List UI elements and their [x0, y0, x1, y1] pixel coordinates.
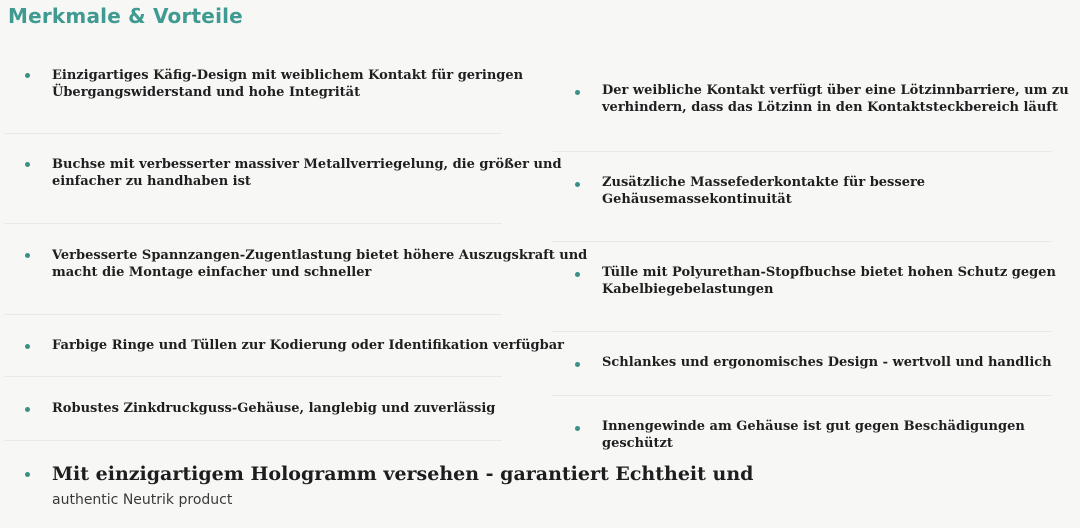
feature-item-left-1 — [52, 67, 523, 101]
feature-text: Zusätzliche Massefederkontakte für bessere — [602, 175, 926, 190]
divider — [552, 331, 1052, 332]
divider — [552, 241, 1052, 242]
divider — [552, 395, 1052, 396]
feature-item-left-4 — [52, 337, 564, 354]
feature-item-left-3 — [52, 247, 587, 281]
hologram-feature-subtext: authentic Neutrik product — [52, 492, 233, 508]
feature-text: Der weibliche Kontakt verfügt über eine Lötzinnbarriere, um zu — [602, 83, 1069, 98]
divider — [4, 133, 502, 134]
feature-text: Übergangswiderstand und hohe Integrität — [52, 85, 361, 100]
bullet-icon — [25, 253, 30, 258]
divider — [4, 314, 502, 315]
feature-text: Schlankes und ergonomisches Design - wertvoll und handlich — [602, 355, 1052, 370]
feature-item-left-2 — [52, 156, 562, 190]
feature-text: Innengewinde am Gehäuse ist gut gegen Beschädigungen geschützt — [602, 419, 1025, 451]
feature-item-right-5 — [602, 418, 1080, 452]
bullet-icon — [25, 73, 30, 78]
feature-item-right-4 — [602, 354, 1052, 371]
divider — [4, 440, 502, 441]
hologram-feature — [52, 462, 753, 486]
feature-text: Buchse mit verbesserter massiver Metallverriegelung, die größer und — [52, 157, 562, 172]
bullet-icon — [575, 426, 580, 431]
feature-item-right-2 — [602, 174, 925, 208]
feature-text: Gehäusemassekontinuität — [602, 192, 792, 207]
bullet-icon — [575, 272, 580, 277]
feature-text: Tülle mit Polyurethan-Stopfbuchse bietet hohen Schutz gegen — [602, 265, 1056, 280]
divider — [4, 376, 502, 377]
bullet-icon — [575, 90, 580, 95]
bullet-icon — [25, 407, 30, 412]
bullet-icon — [575, 182, 580, 187]
page-title: Merkmale & Vorteile — [8, 4, 243, 28]
feature-item-right-1 — [602, 82, 1069, 116]
feature-text: macht die Montage einfacher und schneller — [52, 265, 372, 280]
bullet-icon — [575, 362, 580, 367]
divider — [552, 151, 1052, 152]
bullet-icon — [25, 344, 30, 349]
feature-text: Einzigartiges Käfig-Design mit weiblichem Kontakt für geringen — [52, 68, 524, 83]
bullet-icon — [25, 472, 30, 477]
feature-item-right-3 — [602, 264, 1056, 298]
bullet-icon — [25, 162, 30, 167]
feature-text: Robustes Zinkdruckguss-Gehäuse, langlebig und zuverlässig — [52, 401, 496, 416]
feature-text: Farbige Ringe und Tüllen zur Kodierung oder Identifikation verfügbar — [52, 338, 565, 353]
feature-text: Kabelbiegebelastungen — [602, 282, 774, 297]
hologram-feature-text: Mit einzigartigem Hologramm versehen - garantiert Echtheit und — [52, 463, 754, 485]
feature-text: einfacher zu handhaben ist — [52, 174, 251, 189]
feature-item-left-5 — [52, 400, 495, 417]
feature-text: verhindern, dass das Lötzinn in den Kontaktsteckbereich läuft — [602, 100, 1058, 115]
feature-text: Verbesserte Spannzangen-Zugentlastung bietet höhere Auszugskraft und — [52, 248, 588, 263]
divider — [4, 223, 502, 224]
